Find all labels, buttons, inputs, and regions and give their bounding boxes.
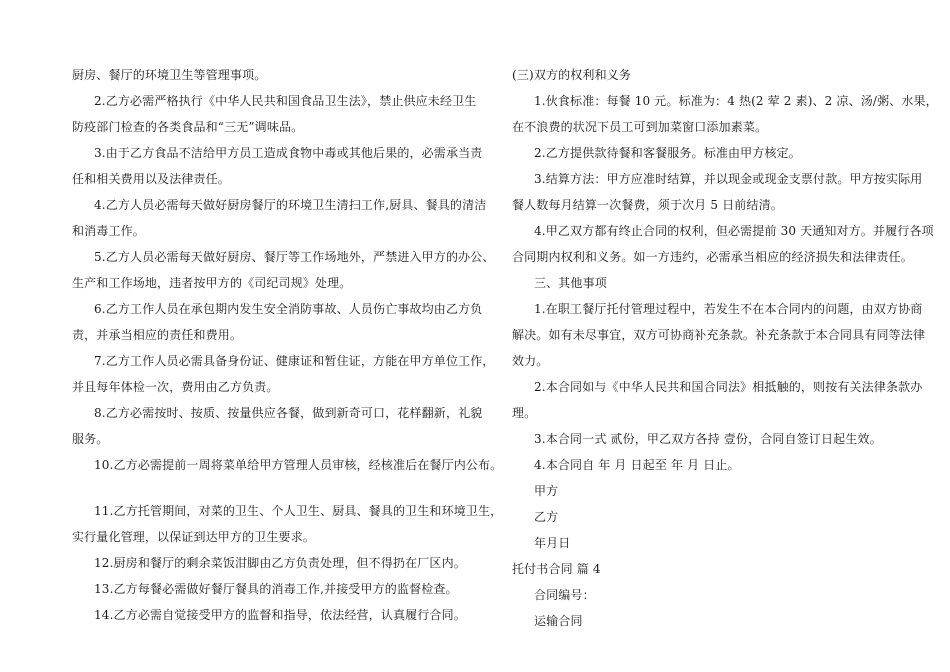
text-line: 3.结算方法：甲方应准时结算，并以现金或现金支票付款。甲方按实际用 [534, 172, 923, 186]
text-line: 年月日 [534, 536, 571, 550]
text-line: 1.在职工餐厅托付管理过程中，若发生不在本合同内的问题，由双方协商 [534, 302, 923, 316]
text-line: (三)双方的权利和义务 [512, 68, 632, 82]
text-line: 3.本合同一式 贰份，甲乙双方各持 壹份，合同自签订日起生效。 [534, 432, 882, 446]
text-line: 4.乙方人员必需每天做好厨房餐厅的环境卫生清扫工作,厨具、餐具的清洁 [94, 198, 487, 212]
text-line: 和消毒工作。 [72, 224, 145, 238]
text-line: 2.本合同如与《中华人民共和国合同法》相抵触的，则按有关法律条款办 [534, 380, 923, 394]
text-line: 14.乙方必需自觉接受甲方的监督和指导，依法经营，认真履行合同。 [94, 608, 466, 622]
text-line: 餐人数每月结算一次餐费，须于次月 5 日前结清。 [512, 198, 783, 212]
text-line: 三、其他事项 [534, 276, 607, 290]
text-line: 实行量化管理，以保证到达甲方的卫生要求。 [72, 530, 316, 544]
text-line: 5.乙方人员必需每天做好厨房、餐厅等工作场地外，严禁进入甲方的办公、 [94, 250, 495, 264]
text-line: 乙方 [534, 510, 559, 524]
text-line: 13.乙方每餐必需做好餐厅餐具的消毒工作,并接受甲方的监督检查。 [94, 582, 458, 596]
text-line: 2.乙方必需严格执行《中华人民共和国食品卫生法》，禁止供应未经卫生 [94, 94, 477, 108]
text-line: 甲方 [534, 484, 559, 498]
text-line: 10.乙方必需提前一周将菜单给甲方管理人员审核，经核准后在餐厅内公布。 [94, 458, 503, 472]
text-line: 托付书合同 篇 4 [512, 562, 601, 576]
text-line: 解决。如有未尽事宜，双方可协商补充条款。补充条款于本合同具有同等法律 [512, 328, 926, 342]
text-line: 12.厨房和餐厅的剩余菜饭泔脚由乙方负责处理，但不得扔在厂区内。 [94, 556, 466, 570]
text-line: 厨房、餐厅的环境卫生等管理事项。 [72, 68, 267, 82]
text-line: 1.伙食标准：每餐 10 元。标准为：4 热(2 荤 2 素)、2 凉、汤/粥、水果， [534, 94, 938, 108]
text-line: 生产和工作场地，违者按甲方的《司纪司规》处理。 [72, 276, 352, 290]
text-line: 责，并承当相应的责任和费用。 [72, 328, 243, 342]
text-line: 运输合同 [534, 614, 583, 628]
text-line: 8.乙方必需按时、按质、按量供应各餐，做到新奇可口，花样翻新，礼貌 [94, 406, 483, 420]
text-line: 理。 [512, 406, 537, 420]
right-text-column [512, 62, 938, 634]
text-line: 6.乙方工作人员在承包期内发生安全消防事故、人员伤亡事故均由乙方负 [94, 302, 483, 316]
text-line: 2.乙方提供款待餐和客餐服务。标准由甲方核定。 [534, 146, 801, 160]
text-line: 防疫部门检查的各类食品和“三无”调味品。 [72, 120, 304, 134]
text-line: 11.乙方托管期间，对菜的卫生、个人卫生、厨具、餐具的卫生和环境卫生， [94, 504, 503, 518]
text-line: 4.甲乙双方都有终止合同的权利，但必需提前 30 天通知对方。并履行各项 [534, 224, 934, 238]
text-line: 4.本合同自 年 月 日起至 年 月 日止。 [534, 458, 740, 472]
text-line: 效力。 [512, 354, 549, 368]
text-line: 并且每年体检一次，费用由乙方负责。 [72, 380, 279, 394]
text-line: 服务。 [72, 432, 109, 446]
text-line: 合同期内权利和义务。如一方违约，必需承当相应的经济损失和法律责任。 [512, 250, 913, 264]
left-text-column [72, 62, 503, 628]
text-line: 任和相关费用以及法律责任。 [72, 172, 230, 186]
text-line: 在不浪费的状况下员工可到加菜窗口添加素菜。 [512, 120, 768, 134]
text-line: 7.乙方工作人员必需具备身份证、健康证和暂住证，方能在甲方单位工作， [94, 354, 495, 368]
text-line: 合同编号： [534, 588, 595, 602]
text-line: 3.由于乙方食品不洁给甲方员工造成食物中毒或其他后果的，必需承当责 [94, 146, 483, 160]
paragraph-gap [72, 478, 476, 498]
